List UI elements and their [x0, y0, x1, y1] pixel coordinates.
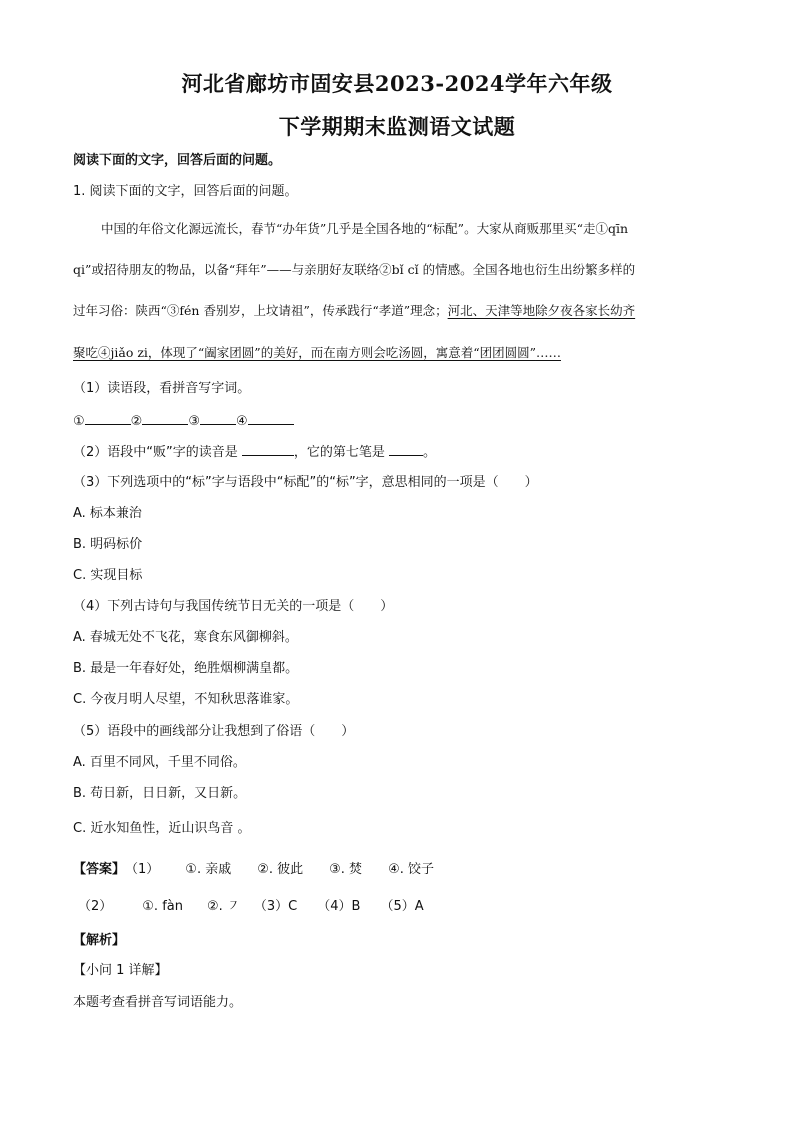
analysis-label: 【解析】	[73, 933, 126, 948]
answer-blank-4[interactable]	[248, 412, 294, 425]
passage-underlined-segment-2: 聚吃④jiǎo zi，体现了“阖家团圆”的美好，而在南方则会吃汤圆，寓意着“团团圆圆”	[73, 345, 536, 360]
option-5c: C. 近水知鱼性，近山识鸟音 。	[73, 821, 251, 836]
passage-line-4	[73, 344, 723, 362]
answer-row-2: （2） ①. fàn ②. ㇇ （3）C （4）B （5）A	[78, 899, 424, 914]
answer-blank-2[interactable]	[142, 412, 188, 425]
passage-line-3	[73, 302, 723, 320]
page-title-line1: 河北省廊坊市固安县2023-2024学年六年级	[181, 71, 613, 96]
sub-question-5: （5）语段中的画线部分让我想到了俗语（ ）	[73, 724, 355, 739]
option-3b: B. 明码标价	[73, 537, 143, 552]
sub-question-3: （3）下列选项中的“标”字与语段中“标配”的“标”字，意思相同的一项是（ ）	[73, 475, 538, 490]
option-4a: A. 春城无处不飞花，寒食东风御柳斜。	[73, 630, 298, 645]
analysis-text: 本题考查看拼音写词语能力。	[73, 995, 243, 1010]
answer-blank-3[interactable]	[200, 412, 236, 425]
section-heading: 阅读下面的文字，回答后面的问题。	[73, 153, 282, 168]
option-3a: A. 标本兼治	[73, 506, 142, 521]
sub-question-4: （4）下列古诗句与我国传统节日无关的一项是（ ）	[73, 599, 394, 614]
question-1-intro: 1. 阅读下面的文字，回答后面的问题。	[73, 184, 298, 199]
passage-line-3-text: 过年习俗：陕西“③fén 香别岁，上坟请祖”，传承践行“孝道”理念；	[73, 303, 448, 318]
page-title-line2: 下学期期末监测语文试题	[278, 114, 516, 139]
answer-blank-pronunciation[interactable]	[242, 443, 294, 456]
answer-blank-1[interactable]	[85, 412, 131, 425]
sub-question-1-blanks: ① ② ③ ④	[73, 412, 294, 431]
answer-blank-stroke[interactable]	[389, 443, 423, 456]
option-4c: C. 今夜月明人尽望，不知秋思落谁家。	[73, 692, 299, 707]
analysis-sub-label: 【小问 1 详解】	[73, 963, 168, 978]
option-3c: C. 实现目标	[73, 568, 143, 583]
passage-ellipsis: ……	[535, 345, 561, 360]
option-4b: B. 最是一年春好处，绝胜烟柳满皇都。	[73, 661, 299, 676]
option-5a: A. 百里不同风，千里不同俗。	[73, 755, 246, 770]
answer-label: 【答案】	[73, 862, 126, 877]
passage-underlined-segment-1: 河北、天津等地除夕夜各家长幼齐	[447, 303, 636, 318]
passage-line-1: 中国的年俗文化源远流长，春节“办年货”几乎是全国各地的“标配”。大家从商贩那里买“走①qīn	[101, 221, 629, 236]
sub-question-2: （2）语段中“贩”字的读音是 ，它的第七笔是 。	[73, 445, 437, 460]
answer-row-1: 【答案】（1） ①. 亲戚 ②. 彼此 ③. 焚 ④. 饺子	[73, 858, 434, 877]
option-5b: B. 苟日新，日日新，又日新。	[73, 786, 247, 801]
sub-question-1: （1）读语段，看拼音写字词。	[73, 381, 251, 396]
passage-line-2: qi”或招待朋友的物品，以备“拜年”——与亲朋好友联络②bǐ cǐ 的情感。全国各地也衍生出纷繁多样的	[73, 262, 636, 277]
